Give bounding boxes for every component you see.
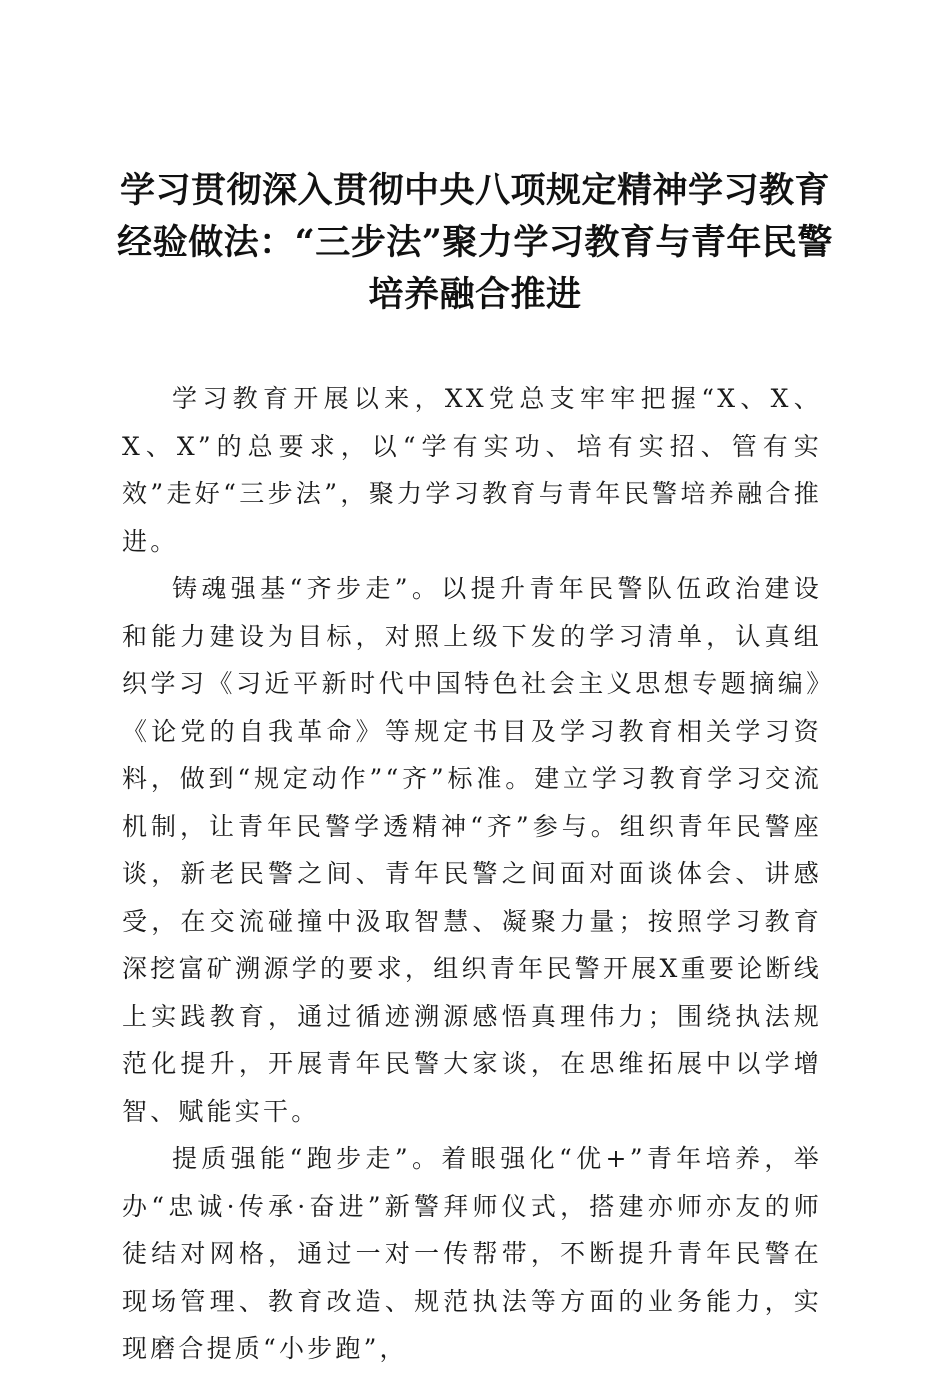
- paragraph-step-two: 提质强能“跑步走”。着眼强化“优+”青年培养，举办“忠诚·传承·奋进”新警拜师仪式，搭建亦师亦友的师徒结对网格，通过一对一传帮带，不断提升青年民警在现场管理、教育改造、规范执法等方面的业务能力，实现磨合提质“小步跑”，: [122, 1144, 822, 1363]
- document-body: [122, 375, 822, 1373]
- document-title: 学习贯彻深入贯彻中央八项规定精神学习教育经验做法：“三步法”聚力学习教育与青年民警培养融合推进: [117, 170, 833, 315]
- paragraph-step-one: 铸魂强基“齐步走”。以提升青年民警队伍政治建设和能力建设为目标，对照上级下发的学习清单，认真组织学习《习近平新时代中国特色社会主义思想专题摘编》《论党的自我革命》等规定书目及学习教育相关学习资料，做到“规定动作”“齐”标准。建立学习教育学习交流机制，让青年民警学透精神“齐”参与。组织青年民警座谈，新老民警之间、青年民警之间面对面谈体会、讲感受，在交流碰撞中汲取智慧、凝聚力量；按照学习教育深挖富矿溯源学的要求，组织青年民警开展X重要论断线上实践教育，通过循迹溯源感悟真理伟力；围绕执法规范化提升，开展青年民警大家谈，在思维拓展中以学增智、赋能实干。: [122, 574, 822, 1126]
- paragraph-intro: 学习教育开展以来，XX党总支牢牢把握“X、X、X、X”的总要求，以“学有实功、培有实招、管有实效”走好“三步法”，聚力学习教育与青年民警培养融合推进。: [122, 384, 822, 556]
